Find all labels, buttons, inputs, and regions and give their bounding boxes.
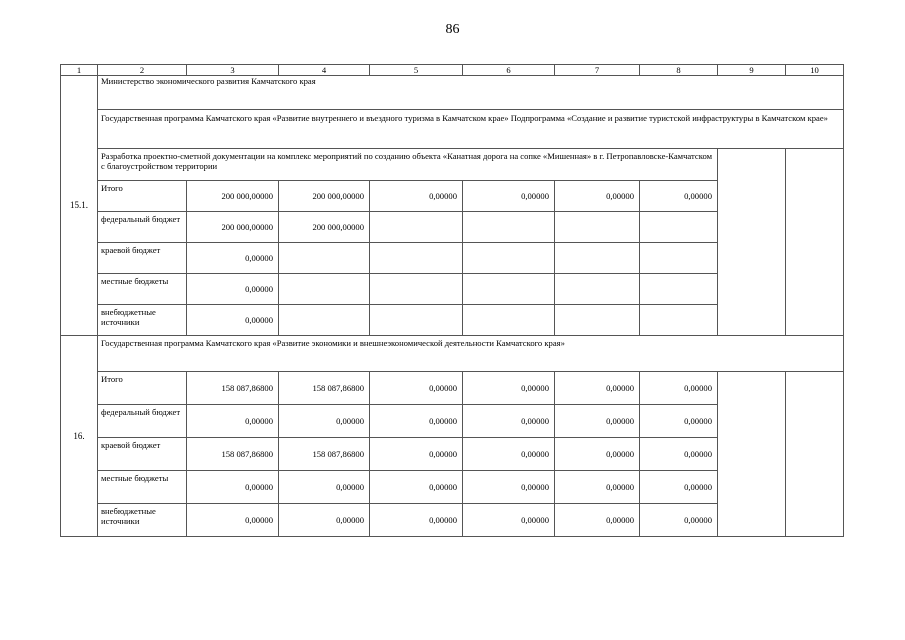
- value-cell: 200 000,00000: [187, 212, 279, 243]
- value-cell: 0,00000: [187, 243, 279, 274]
- value-cell: [463, 274, 555, 305]
- ministry-row: [61, 76, 844, 110]
- column-number-row: [61, 65, 844, 76]
- value-cell: [279, 243, 370, 274]
- row-index-16: 16.: [61, 336, 98, 537]
- page-number: 86: [445, 22, 460, 37]
- value-cell: 0,00000: [555, 438, 640, 471]
- value-cell: 0,00000: [555, 504, 640, 537]
- value-cell: 0,00000: [463, 504, 555, 537]
- value-cell: 158 087,86800: [279, 438, 370, 471]
- column-number: 8: [640, 65, 718, 76]
- value-cell: 0,00000: [187, 305, 279, 336]
- value-cell: [640, 243, 718, 274]
- value-cell: 0,00000: [640, 438, 718, 471]
- value-cell: [463, 212, 555, 243]
- table-row: [61, 372, 844, 405]
- value-cell: 0,00000: [640, 372, 718, 405]
- value-cell: [279, 274, 370, 305]
- value-cell: 0,00000: [463, 372, 555, 405]
- program-row: [61, 110, 844, 149]
- column-number: 1: [61, 65, 98, 76]
- value-cell: [640, 305, 718, 336]
- value-cell: [370, 212, 463, 243]
- value-cell: [463, 305, 555, 336]
- value-cell: [555, 212, 640, 243]
- program-title: Государственная программа Камчатского края «Развитие внутреннего и въездного туризма в Камчатском крае» Подпрограмма «Создание и развитие туристской инфраструктуры в Камчатском крае»: [98, 110, 844, 149]
- value-cell: 0,00000: [370, 471, 463, 504]
- value-cell: [370, 274, 463, 305]
- value-cell: 0,00000: [279, 504, 370, 537]
- value-cell: [640, 212, 718, 243]
- value-cell: 0,00000: [370, 504, 463, 537]
- value-cell: 158 087,86800: [187, 372, 279, 405]
- value-cell: 0,00000: [640, 471, 718, 504]
- column-number: 7: [555, 65, 640, 76]
- value-cell: 158 087,86800: [279, 372, 370, 405]
- value-cell: 0,00000: [463, 438, 555, 471]
- row-label: внебюджетные источники: [98, 504, 187, 537]
- value-cell: [279, 305, 370, 336]
- row-label: краевой бюджет: [98, 243, 187, 274]
- project-row: [61, 149, 844, 181]
- row-label: местные бюджеты: [98, 471, 187, 504]
- value-cell: 0,00000: [370, 181, 463, 212]
- column-10-empty: [786, 372, 844, 537]
- program-row: [61, 336, 844, 372]
- value-cell: 0,00000: [555, 405, 640, 438]
- value-cell: 200 000,00000: [187, 181, 279, 212]
- value-cell: 0,00000: [370, 405, 463, 438]
- row-label: Итого: [98, 372, 187, 405]
- value-cell: 0,00000: [279, 405, 370, 438]
- budget-table: [60, 64, 844, 537]
- value-cell: 0,00000: [370, 372, 463, 405]
- ministry-title: Министерство экономического развития Камчатского края: [98, 76, 844, 110]
- value-cell: [370, 243, 463, 274]
- column-number: 6: [463, 65, 555, 76]
- column-9-empty: [718, 372, 786, 537]
- value-cell: 0,00000: [463, 405, 555, 438]
- value-cell: 0,00000: [463, 181, 555, 212]
- value-cell: [555, 274, 640, 305]
- value-cell: [555, 243, 640, 274]
- program-title: Государственная программа Камчатского края «Развитие экономики и внешнеэкономической деятельности Камчатского края»: [98, 336, 844, 372]
- value-cell: 0,00000: [555, 471, 640, 504]
- row-label: местные бюджеты: [98, 274, 187, 305]
- row-label: федеральный бюджет: [98, 405, 187, 438]
- row-label: Итого: [98, 181, 187, 212]
- column-number: 5: [370, 65, 463, 76]
- column-number: 9: [718, 65, 786, 76]
- value-cell: [555, 305, 640, 336]
- project-title: Разработка проектно-сметной документации на комплекс мероприятий по созданию объекта «Канатная дорога на сопке «Мишенная» в г. Петропавловске-Камчатском с благоустройством территории: [98, 149, 718, 181]
- value-cell: 0,00000: [555, 372, 640, 405]
- column-number: 4: [279, 65, 370, 76]
- value-cell: 0,00000: [463, 471, 555, 504]
- column-number: 10: [786, 65, 844, 76]
- value-cell: 200 000,00000: [279, 212, 370, 243]
- value-cell: 0,00000: [370, 438, 463, 471]
- row-label: федеральный бюджет: [98, 212, 187, 243]
- value-cell: 200 000,00000: [279, 181, 370, 212]
- value-cell: 158 087,86800: [187, 438, 279, 471]
- value-cell: [463, 243, 555, 274]
- row-label: краевой бюджет: [98, 438, 187, 471]
- row-index-15-1: 15.1.: [61, 76, 98, 336]
- value-cell: 0,00000: [555, 181, 640, 212]
- value-cell: 0,00000: [279, 471, 370, 504]
- value-cell: 0,00000: [640, 181, 718, 212]
- value-cell: 0,00000: [640, 405, 718, 438]
- column-10-empty: [786, 149, 844, 336]
- value-cell: [640, 274, 718, 305]
- column-number: 2: [98, 65, 187, 76]
- value-cell: 0,00000: [187, 274, 279, 305]
- value-cell: 0,00000: [187, 504, 279, 537]
- value-cell: 0,00000: [640, 504, 718, 537]
- value-cell: [370, 305, 463, 336]
- column-9-empty: [718, 149, 786, 336]
- value-cell: 0,00000: [187, 471, 279, 504]
- row-label: внебюджетные источники: [98, 305, 187, 336]
- value-cell: 0,00000: [187, 405, 279, 438]
- column-number: 3: [187, 65, 279, 76]
